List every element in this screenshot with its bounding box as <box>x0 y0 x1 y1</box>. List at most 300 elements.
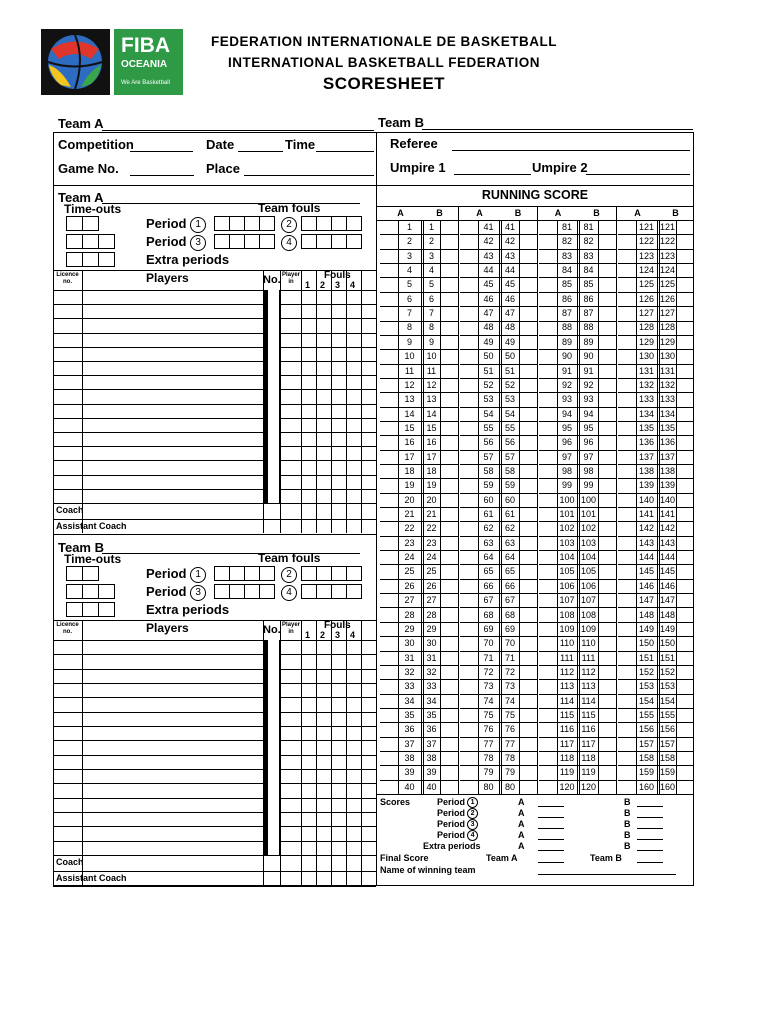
assistant-coach-row[interactable] <box>53 534 376 535</box>
score-cell-b[interactable]: 55 <box>504 422 515 433</box>
score-cell-b[interactable]: 81 <box>583 222 594 232</box>
team-foul-box[interactable] <box>259 216 275 231</box>
team-foul-box[interactable] <box>346 216 362 231</box>
score-cell-b[interactable]: 70 <box>504 638 515 649</box>
team-a-name-field[interactable] <box>102 130 374 131</box>
score-cell-b[interactable]: 158 <box>659 752 676 763</box>
score-cell-b[interactable]: 5 <box>428 279 434 290</box>
score-cell-b[interactable]: 35 <box>426 709 437 720</box>
timeout-box[interactable] <box>98 252 115 267</box>
score-b-field[interactable] <box>637 839 663 840</box>
score-cell-a[interactable]: 19 <box>404 480 415 491</box>
score-cell-a[interactable]: 90 <box>561 351 572 362</box>
score-cell-b[interactable]: 154 <box>659 695 676 706</box>
score-cell-b[interactable]: 102 <box>580 523 597 534</box>
player-row[interactable] <box>53 683 376 684</box>
score-cell-b[interactable]: 32 <box>426 666 437 677</box>
score-cell-a[interactable]: 57 <box>483 451 494 462</box>
score-cell-b[interactable]: 57 <box>504 451 515 462</box>
score-cell-b[interactable]: 91 <box>583 365 594 376</box>
score-cell-a[interactable]: 80 <box>483 781 494 792</box>
team-foul-box[interactable] <box>331 584 347 599</box>
score-cell-a[interactable]: 47 <box>483 308 494 319</box>
score-cell-b[interactable]: 140 <box>659 494 676 505</box>
score-cell-a[interactable]: 53 <box>483 394 494 405</box>
score-cell-a[interactable]: 111 <box>560 652 574 663</box>
team-foul-box[interactable] <box>259 584 275 599</box>
score-cell-b[interactable]: 84 <box>583 265 594 276</box>
score-cell-b[interactable]: 104 <box>580 552 597 562</box>
score-cell-b[interactable]: 80 <box>504 781 515 792</box>
score-cell-b[interactable]: 34 <box>426 695 437 706</box>
score-cell-a[interactable]: 83 <box>561 250 572 261</box>
score-cell-b[interactable]: 88 <box>583 322 594 333</box>
team-foul-box[interactable] <box>244 584 260 599</box>
team-foul-box[interactable] <box>214 584 230 599</box>
score-cell-a[interactable]: 119 <box>559 767 575 778</box>
score-cell-a[interactable]: 150 <box>638 638 655 649</box>
score-cell-b[interactable]: 13 <box>426 394 437 405</box>
team-foul-box[interactable] <box>346 584 362 599</box>
score-cell-b[interactable]: 39 <box>426 767 437 778</box>
player-row[interactable] <box>53 712 376 713</box>
score-cell-a[interactable]: 116 <box>559 724 575 735</box>
score-cell-a[interactable]: 131 <box>638 365 655 376</box>
score-cell-a[interactable]: 30 <box>404 638 415 649</box>
competition-field[interactable] <box>130 151 193 152</box>
assistant-coach-row[interactable] <box>53 886 376 887</box>
score-cell-b[interactable]: 21 <box>426 509 437 519</box>
score-cell-b[interactable]: 111 <box>581 652 596 663</box>
score-cell-a[interactable]: 149 <box>638 623 655 634</box>
score-cell-b[interactable]: 72 <box>504 666 515 677</box>
score-cell-a[interactable]: 101 <box>559 509 575 519</box>
player-row[interactable] <box>53 769 376 770</box>
timeout-box[interactable] <box>82 216 99 231</box>
score-cell-a[interactable]: 72 <box>483 666 494 677</box>
score-cell-b[interactable]: 9 <box>428 336 434 347</box>
score-cell-a[interactable]: 159 <box>638 767 655 778</box>
score-cell-b[interactable]: 93 <box>583 394 594 405</box>
score-cell-b[interactable]: 60 <box>504 494 515 505</box>
team-foul-box[interactable] <box>259 566 275 581</box>
score-cell-b[interactable]: 132 <box>659 379 676 390</box>
score-cell-b[interactable]: 66 <box>504 580 515 591</box>
team-foul-box[interactable] <box>259 234 275 249</box>
score-cell-b[interactable]: 10 <box>426 351 437 362</box>
score-cell-a[interactable]: 129 <box>638 336 655 347</box>
player-row[interactable] <box>53 318 376 319</box>
score-a-field[interactable] <box>538 839 564 840</box>
score-cell-a[interactable]: 32 <box>404 666 415 677</box>
score-cell-b[interactable]: 38 <box>426 752 437 763</box>
score-cell-a[interactable]: 36 <box>404 724 415 735</box>
score-cell-b[interactable]: 128 <box>659 322 676 333</box>
player-row[interactable] <box>53 726 376 727</box>
final-a-field[interactable] <box>538 862 564 863</box>
timeout-box[interactable] <box>98 602 115 617</box>
score-cell-a[interactable]: 31 <box>404 652 415 663</box>
score-cell-a[interactable]: 58 <box>483 465 494 476</box>
final-b-field[interactable] <box>637 862 663 863</box>
score-cell-b[interactable]: 71 <box>504 652 515 663</box>
score-cell-b[interactable]: 43 <box>504 250 515 261</box>
score-cell-a[interactable]: 2 <box>406 236 412 247</box>
score-cell-a[interactable]: 39 <box>404 767 415 778</box>
score-cell-a[interactable]: 52 <box>483 379 494 390</box>
score-cell-a[interactable]: 112 <box>559 666 575 677</box>
score-cell-a[interactable]: 4 <box>406 265 412 276</box>
score-cell-a[interactable]: 46 <box>483 293 494 304</box>
score-cell-a[interactable]: 18 <box>404 465 415 476</box>
score-cell-a[interactable]: 97 <box>561 451 572 462</box>
score-cell-b[interactable]: 75 <box>504 709 515 720</box>
score-cell-a[interactable]: 45 <box>483 279 494 290</box>
score-cell-b[interactable]: 45 <box>504 279 515 290</box>
score-cell-a[interactable]: 15 <box>404 422 415 433</box>
score-cell-a[interactable]: 144 <box>638 552 655 562</box>
team-foul-box[interactable] <box>301 566 317 581</box>
player-row[interactable] <box>53 333 376 334</box>
player-row[interactable] <box>53 489 376 490</box>
score-cell-b[interactable]: 54 <box>504 408 515 419</box>
score-a-field[interactable] <box>538 817 564 818</box>
score-cell-a[interactable]: 128 <box>638 322 655 333</box>
team-foul-box[interactable] <box>244 566 260 581</box>
team-b-name-field[interactable] <box>422 129 693 130</box>
score-cell-b[interactable]: 120 <box>580 781 597 792</box>
score-cell-a[interactable]: 38 <box>404 752 415 763</box>
score-cell-b[interactable]: 29 <box>426 623 437 634</box>
score-cell-b[interactable]: 83 <box>583 250 594 261</box>
timeout-box[interactable] <box>66 252 83 267</box>
score-cell-b[interactable]: 103 <box>580 537 597 548</box>
score-cell-a[interactable]: 138 <box>638 465 655 476</box>
score-cell-a[interactable]: 98 <box>561 465 572 476</box>
score-cell-b[interactable]: 37 <box>426 738 437 749</box>
score-cell-b[interactable]: 40 <box>426 781 437 792</box>
score-cell-b[interactable]: 23 <box>426 537 437 548</box>
score-cell-b[interactable]: 67 <box>504 595 515 606</box>
score-cell-a[interactable]: 1 <box>406 222 412 232</box>
score-cell-b[interactable]: 62 <box>504 523 515 534</box>
score-cell-a[interactable]: 48 <box>483 322 494 333</box>
score-cell-b[interactable]: 119 <box>581 767 596 778</box>
team-foul-box[interactable] <box>316 216 332 231</box>
score-cell-b[interactable]: 69 <box>504 623 515 634</box>
score-cell-b[interactable]: 73 <box>504 681 515 692</box>
team-foul-box[interactable] <box>229 566 245 581</box>
score-cell-b[interactable]: 28 <box>426 609 437 620</box>
score-cell-a[interactable]: 148 <box>638 609 655 620</box>
player-row[interactable] <box>53 361 376 362</box>
score-cell-a[interactable]: 123 <box>638 250 655 261</box>
score-cell-a[interactable]: 158 <box>638 752 655 763</box>
coach-row[interactable] <box>53 519 376 520</box>
score-cell-a[interactable]: 5 <box>406 279 412 290</box>
winning-team-field[interactable] <box>538 874 676 875</box>
score-b-field[interactable] <box>637 806 663 807</box>
score-cell-b[interactable]: 110 <box>581 638 596 649</box>
score-cell-a[interactable]: 105 <box>559 566 575 577</box>
score-cell-a[interactable]: 35 <box>404 709 415 720</box>
score-cell-a[interactable]: 93 <box>561 394 572 405</box>
score-cell-a[interactable]: 147 <box>638 595 655 606</box>
score-cell-b[interactable]: 131 <box>659 365 676 376</box>
team-foul-box[interactable] <box>229 216 245 231</box>
score-cell-b[interactable]: 97 <box>583 451 594 462</box>
score-cell-a[interactable]: 143 <box>638 537 655 548</box>
player-row[interactable] <box>53 697 376 698</box>
score-cell-a[interactable]: 28 <box>404 609 415 620</box>
player-row[interactable] <box>53 446 376 447</box>
score-cell-a[interactable]: 79 <box>483 767 494 778</box>
score-cell-a[interactable]: 153 <box>638 681 655 692</box>
score-cell-b[interactable]: 51 <box>504 365 515 376</box>
score-cell-a[interactable]: 107 <box>559 595 575 606</box>
team-name-field[interactable] <box>102 553 360 554</box>
score-cell-b[interactable]: 123 <box>659 250 676 261</box>
score-cell-a[interactable]: 140 <box>638 494 655 505</box>
score-cell-a[interactable]: 106 <box>559 580 575 591</box>
score-cell-a[interactable]: 121 <box>638 222 655 232</box>
score-cell-b[interactable]: 64 <box>504 552 515 562</box>
score-b-field[interactable] <box>637 828 663 829</box>
score-cell-a[interactable]: 9 <box>406 336 412 347</box>
score-cell-a[interactable]: 160 <box>638 781 655 792</box>
score-cell-b[interactable]: 148 <box>659 609 676 620</box>
score-cell-b[interactable]: 18 <box>426 465 437 476</box>
place-field[interactable] <box>244 175 374 176</box>
score-cell-b[interactable]: 33 <box>426 681 437 692</box>
score-cell-a[interactable]: 6 <box>406 293 412 304</box>
time-field[interactable] <box>316 151 374 152</box>
referee-field[interactable] <box>452 150 690 151</box>
score-cell-b[interactable]: 22 <box>426 523 437 534</box>
team-foul-box[interactable] <box>316 584 332 599</box>
player-row[interactable] <box>53 826 376 827</box>
score-cell-b[interactable]: 100 <box>580 494 597 505</box>
score-cell-b[interactable]: 138 <box>659 465 676 476</box>
score-cell-b[interactable]: 65 <box>504 566 515 577</box>
player-row[interactable] <box>53 375 376 376</box>
score-cell-b[interactable]: 127 <box>659 308 676 319</box>
score-cell-a[interactable]: 89 <box>561 336 572 347</box>
score-cell-a[interactable]: 63 <box>483 537 494 548</box>
score-cell-b[interactable]: 42 <box>504 236 515 247</box>
team-foul-box[interactable] <box>316 566 332 581</box>
player-row[interactable] <box>53 475 376 476</box>
score-cell-b[interactable]: 92 <box>583 379 594 390</box>
timeout-box[interactable] <box>82 234 99 249</box>
score-cell-a[interactable]: 62 <box>483 523 494 534</box>
score-cell-b[interactable]: 56 <box>504 437 515 448</box>
score-cell-b[interactable]: 16 <box>426 437 437 448</box>
player-row[interactable] <box>53 841 376 842</box>
score-cell-a[interactable]: 27 <box>404 595 415 606</box>
timeout-box[interactable] <box>66 566 83 581</box>
score-cell-b[interactable]: 157 <box>659 738 676 749</box>
player-row[interactable] <box>53 798 376 799</box>
score-cell-a[interactable]: 94 <box>561 408 572 419</box>
score-cell-b[interactable]: 114 <box>581 695 596 706</box>
date-field[interactable] <box>238 151 283 152</box>
score-cell-a[interactable]: 91 <box>561 365 572 376</box>
score-cell-a[interactable]: 126 <box>638 293 655 304</box>
team-foul-box[interactable] <box>229 584 245 599</box>
score-cell-b[interactable]: 90 <box>583 351 594 362</box>
score-cell-a[interactable]: 77 <box>483 738 494 749</box>
score-cell-b[interactable]: 17 <box>426 451 437 462</box>
score-cell-b[interactable]: 122 <box>659 236 676 247</box>
timeout-box[interactable] <box>98 584 115 599</box>
score-cell-b[interactable]: 149 <box>659 623 676 634</box>
player-row[interactable] <box>53 460 376 461</box>
score-cell-a[interactable]: 87 <box>561 308 572 319</box>
timeout-box[interactable] <box>66 216 83 231</box>
score-cell-a[interactable]: 44 <box>483 265 494 276</box>
score-cell-b[interactable]: 99 <box>583 480 594 491</box>
score-cell-b[interactable]: 96 <box>583 437 594 448</box>
score-cell-a[interactable]: 141 <box>638 509 655 519</box>
timeout-box[interactable] <box>82 602 99 617</box>
score-cell-b[interactable]: 130 <box>659 351 676 362</box>
team-foul-box[interactable] <box>331 566 347 581</box>
score-cell-a[interactable]: 92 <box>561 379 572 390</box>
score-cell-a[interactable]: 68 <box>483 609 494 620</box>
score-cell-a[interactable]: 122 <box>638 236 655 247</box>
score-cell-b[interactable]: 50 <box>504 351 515 362</box>
score-cell-a[interactable]: 12 <box>404 379 415 390</box>
score-cell-b[interactable]: 94 <box>583 408 594 419</box>
score-cell-a[interactable]: 41 <box>483 222 494 232</box>
score-cell-b[interactable]: 112 <box>581 666 596 677</box>
score-cell-b[interactable]: 145 <box>659 566 676 577</box>
score-cell-b[interactable]: 68 <box>504 609 515 620</box>
timeout-box[interactable] <box>82 584 99 599</box>
player-row[interactable] <box>53 432 376 433</box>
score-cell-a[interactable]: 70 <box>483 638 494 649</box>
score-cell-b[interactable]: 134 <box>659 408 676 419</box>
score-cell-a[interactable]: 142 <box>638 523 655 534</box>
score-cell-a[interactable]: 103 <box>559 537 575 548</box>
score-cell-b[interactable]: 49 <box>504 336 515 347</box>
score-cell-a[interactable]: 118 <box>559 752 575 763</box>
score-cell-b[interactable]: 63 <box>504 537 515 548</box>
score-cell-a[interactable]: 59 <box>483 480 494 491</box>
score-cell-a[interactable]: 49 <box>483 336 494 347</box>
score-cell-a[interactable]: 76 <box>483 724 494 735</box>
score-cell-a[interactable]: 109 <box>559 623 575 634</box>
team-foul-box[interactable] <box>301 216 317 231</box>
score-cell-a[interactable]: 108 <box>559 609 575 620</box>
score-cell-a[interactable]: 8 <box>406 322 412 333</box>
score-cell-a[interactable]: 110 <box>559 638 575 649</box>
score-cell-a[interactable]: 124 <box>638 265 655 276</box>
score-cell-b[interactable]: 46 <box>504 293 515 304</box>
score-cell-b[interactable]: 8 <box>428 322 434 333</box>
score-cell-a[interactable]: 137 <box>638 451 655 462</box>
player-row[interactable] <box>53 740 376 741</box>
score-cell-a[interactable]: 81 <box>561 222 572 232</box>
score-cell-b[interactable]: 59 <box>504 480 515 491</box>
score-cell-b[interactable]: 151 <box>659 652 676 663</box>
score-cell-a[interactable]: 152 <box>638 666 655 677</box>
score-cell-b[interactable]: 125 <box>659 279 676 290</box>
score-cell-a[interactable]: 26 <box>404 580 415 591</box>
score-cell-a[interactable]: 82 <box>561 236 572 247</box>
team-foul-box[interactable] <box>214 234 230 249</box>
player-row[interactable] <box>53 783 376 784</box>
score-cell-b[interactable]: 20 <box>426 494 437 505</box>
score-cell-a[interactable]: 40 <box>404 781 415 792</box>
score-cell-b[interactable]: 41 <box>504 222 515 232</box>
team-name-field[interactable] <box>102 203 360 204</box>
score-cell-a[interactable]: 43 <box>483 250 494 261</box>
team-foul-box[interactable] <box>346 566 362 581</box>
score-cell-a[interactable]: 132 <box>638 379 655 390</box>
timeout-box[interactable] <box>66 234 83 249</box>
score-cell-b[interactable]: 61 <box>504 509 515 519</box>
score-cell-a[interactable]: 3 <box>406 250 412 261</box>
score-cell-b[interactable]: 24 <box>426 552 437 562</box>
score-cell-b[interactable]: 85 <box>583 279 594 290</box>
score-cell-a[interactable]: 14 <box>404 408 415 419</box>
score-cell-a[interactable]: 42 <box>483 236 494 247</box>
score-cell-a[interactable]: 96 <box>561 437 572 448</box>
score-cell-b[interactable]: 135 <box>659 422 676 433</box>
score-cell-a[interactable]: 75 <box>483 709 494 720</box>
score-cell-a[interactable]: 50 <box>483 351 494 362</box>
score-cell-b[interactable]: 2 <box>428 236 434 247</box>
timeout-box[interactable] <box>82 252 99 267</box>
score-cell-a[interactable]: 156 <box>638 724 655 735</box>
score-cell-b[interactable]: 133 <box>659 394 676 405</box>
score-cell-b[interactable]: 144 <box>659 552 676 562</box>
score-cell-a[interactable]: 16 <box>404 437 415 448</box>
score-cell-a[interactable]: 85 <box>561 279 572 290</box>
score-cell-b[interactable]: 159 <box>659 767 676 778</box>
team-foul-box[interactable] <box>316 234 332 249</box>
score-cell-a[interactable]: 114 <box>559 695 575 706</box>
score-cell-a[interactable]: 117 <box>559 738 575 749</box>
player-row[interactable] <box>53 855 376 856</box>
team-foul-box[interactable] <box>244 216 260 231</box>
score-cell-b[interactable]: 82 <box>583 236 594 247</box>
score-cell-b[interactable]: 95 <box>583 422 594 433</box>
score-cell-a[interactable]: 73 <box>483 681 494 692</box>
score-cell-b[interactable]: 109 <box>580 623 597 634</box>
score-cell-a[interactable]: 115 <box>559 709 575 720</box>
player-row[interactable] <box>53 404 376 405</box>
score-cell-a[interactable]: 67 <box>483 595 494 606</box>
score-cell-b[interactable]: 44 <box>504 265 515 276</box>
timeout-box[interactable] <box>66 602 83 617</box>
score-cell-b[interactable]: 115 <box>581 709 596 720</box>
score-cell-b[interactable]: 76 <box>504 724 515 735</box>
score-cell-b[interactable]: 48 <box>504 322 515 333</box>
score-cell-b[interactable]: 26 <box>426 580 437 591</box>
score-cell-b[interactable]: 139 <box>659 480 676 491</box>
score-cell-b[interactable]: 156 <box>659 724 676 735</box>
score-cell-a[interactable]: 146 <box>638 580 655 591</box>
score-cell-b[interactable]: 7 <box>428 308 434 319</box>
score-cell-a[interactable]: 69 <box>483 623 494 634</box>
score-cell-b[interactable]: 142 <box>659 523 676 534</box>
score-cell-b[interactable]: 27 <box>426 595 437 606</box>
score-cell-b[interactable]: 3 <box>428 250 434 261</box>
score-cell-a[interactable]: 136 <box>638 437 655 448</box>
